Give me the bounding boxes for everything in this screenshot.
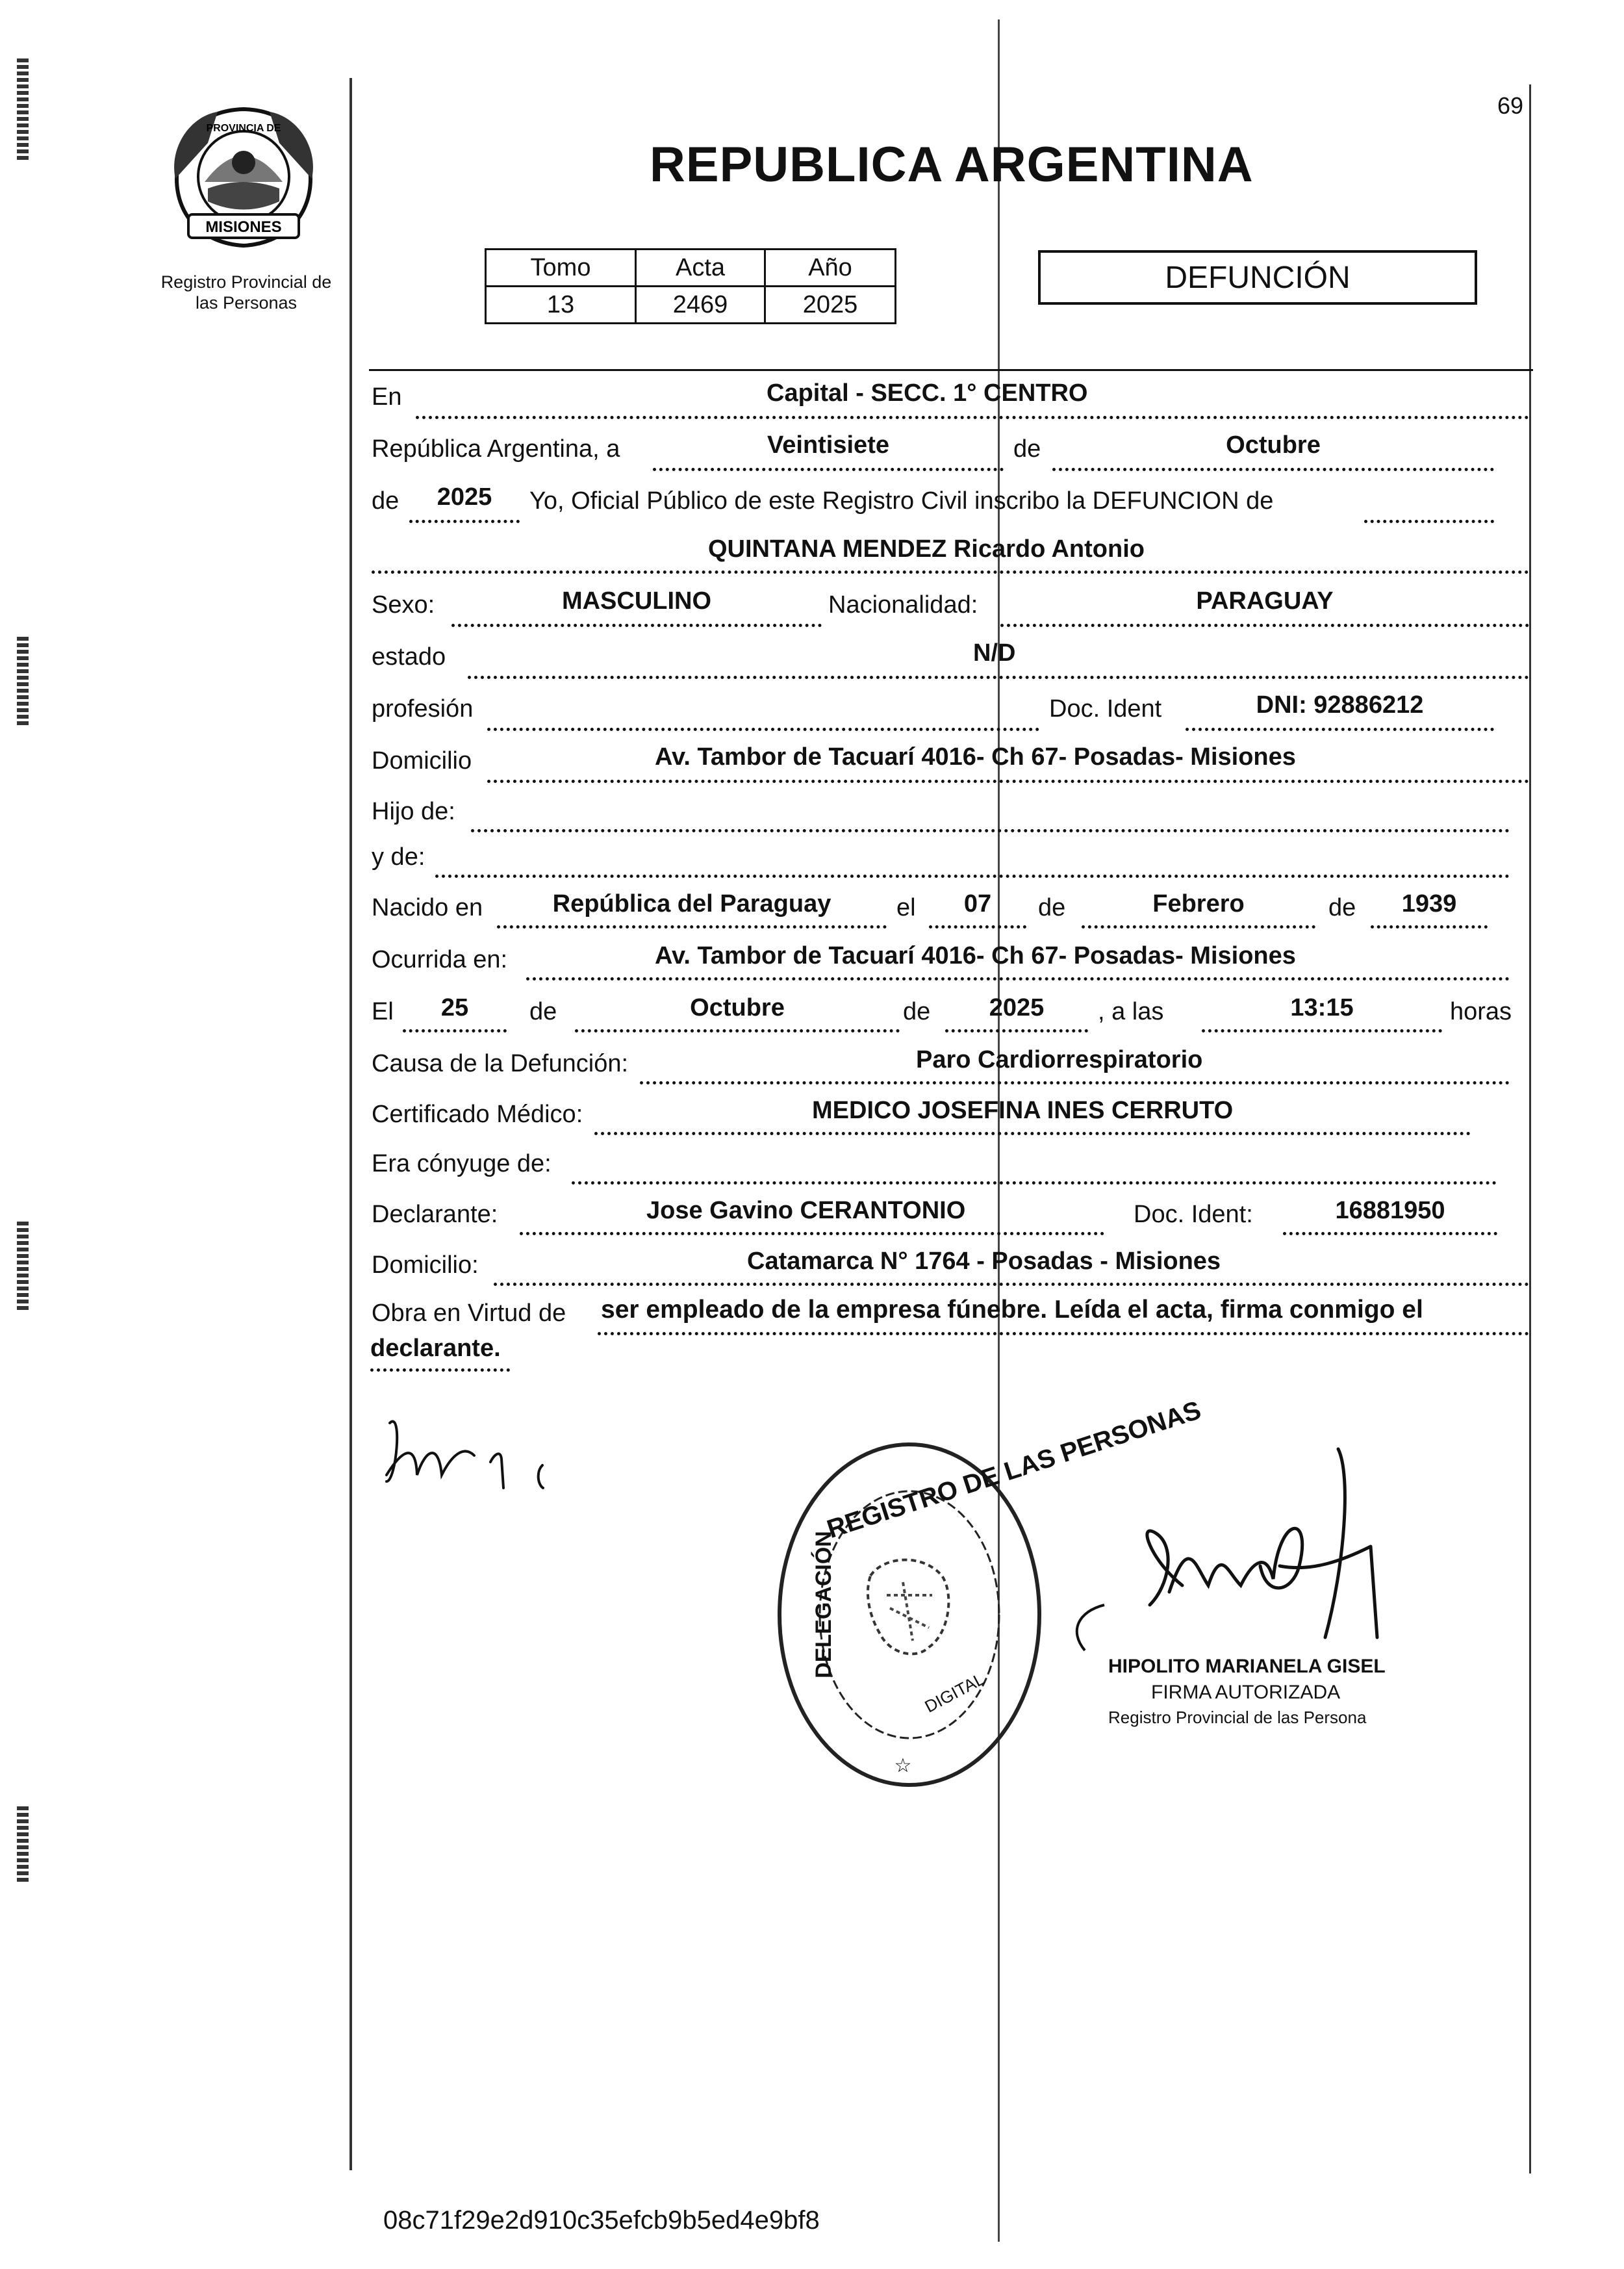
dia-value: Veintisiete: [767, 431, 889, 459]
obra-line2-dotted: [370, 1368, 510, 1372]
nac-dia-dotted-line: [929, 925, 1026, 929]
en-dotted-line: [416, 416, 1529, 419]
left-border-line: [349, 78, 352, 2170]
logo-caption-line1: Registro Provincial de: [160, 272, 332, 292]
acta-value: 2469: [636, 287, 765, 324]
act-table-value-row: [486, 287, 896, 324]
ocurrida-label: Ocurrida en:: [372, 946, 508, 973]
horas-label: horas: [1450, 998, 1512, 1025]
nombre-dotted-line: [372, 570, 1529, 574]
ocurrida-dotted-line: [526, 977, 1510, 981]
decl-dom-label: Domicilio:: [372, 1251, 479, 1279]
nac-anio-value: 1939: [1401, 890, 1457, 917]
nacido-value: República del Paraguay: [552, 890, 831, 917]
decl-doc-label: Doc. Ident:: [1134, 1201, 1253, 1228]
yde-label: y de:: [372, 843, 425, 871]
lugar-value: Capital - SECC. 1° CENTRO: [767, 379, 1088, 407]
causa-dotted-line: [640, 1081, 1510, 1084]
act-reference-table: [485, 248, 896, 324]
declarante-label: Declarante:: [372, 1201, 498, 1228]
obra-label: Obra en Virtud de: [372, 1300, 566, 1327]
conyuge-label: Era cónyuge de:: [372, 1150, 552, 1177]
declarant-handwritten-signature: [377, 1404, 572, 1501]
certificado-label: Certificado Médico:: [372, 1101, 583, 1128]
hora-value: 13:15: [1290, 994, 1354, 1021]
nac-dia-value: 07: [963, 890, 992, 917]
tomo-value: 13: [486, 287, 636, 324]
certificado-dotted-line: [594, 1132, 1471, 1135]
nacionalidad-dotted-line: [1000, 624, 1529, 627]
sexo-dotted-line: [451, 624, 822, 627]
decl-doc-value: 16881950: [1335, 1197, 1445, 1224]
de-label: de: [1013, 435, 1041, 463]
obra-value-line2: declarante.: [370, 1335, 501, 1362]
svg-text:MISIONES: MISIONES: [205, 218, 282, 236]
fecha-dia-value: 25: [440, 994, 469, 1021]
alas-label: , a las: [1098, 998, 1164, 1025]
profesion-label: profesión: [372, 695, 474, 723]
anio-prefix-label: de: [372, 487, 400, 515]
anio-value: 2025: [437, 483, 492, 511]
doc-ident-label: Doc. Ident: [1049, 695, 1162, 723]
scan-artifact: [17, 58, 29, 162]
mes-value: Octubre: [1226, 431, 1321, 459]
obra-dotted-line: [598, 1332, 1529, 1335]
hijo-dotted-line: [471, 829, 1510, 832]
scan-artifact: [17, 1806, 29, 1884]
estado-label: estado: [372, 643, 446, 671]
causa-label: Causa de la Defunción:: [372, 1050, 629, 1077]
act-table-header-row: [486, 250, 896, 287]
ocurrida-value: Av. Tambor de Tacuarí 4016- Ch 67- Posadas- Misiones: [655, 942, 1296, 969]
dia-dotted-line: [653, 468, 1004, 471]
nac-anio-dotted-line: [1371, 925, 1488, 929]
oficial-text: Yo, Oficial Público de este Registro Civil inscribo la DEFUNCION de: [529, 487, 1274, 515]
certificado-value: MEDICO JOSEFINA INES CERRUTO: [812, 1097, 1234, 1124]
logo-caption: [146, 272, 347, 313]
decl-dom-dotted-line: [494, 1283, 1529, 1286]
fecha-de2-label: de: [903, 998, 931, 1025]
hora-dotted-line: [1202, 1029, 1442, 1032]
document-type-box: [1038, 250, 1477, 305]
nac-de2-label: de: [1328, 894, 1356, 921]
estado-dotted-line: [468, 676, 1529, 679]
document-type-label: DEFUNCIÓN: [1165, 260, 1351, 295]
decl-doc-dotted-line: [1283, 1232, 1497, 1235]
nac-de1-label: de: [1038, 894, 1066, 921]
right-border-line: [1529, 84, 1531, 2173]
fold-line: [998, 19, 1000, 2242]
conyuge-dotted-line: [572, 1181, 1497, 1185]
fecha-el-label: El: [372, 998, 394, 1025]
nombre-value: QUINTANA MENDEZ Ricardo Antonio: [708, 535, 1145, 563]
mes-dotted-line: [1052, 468, 1494, 471]
profesion-dotted-line: [487, 728, 1039, 731]
fecha-mes-value: Octubre: [690, 994, 785, 1021]
fecha-anio-dotted-line: [945, 1029, 1088, 1032]
seal-inner-text: DIGITAL: [921, 1669, 988, 1717]
domicilio-label: Domicilio: [372, 747, 472, 775]
logo-caption-line2: las Personas: [195, 293, 298, 313]
el-label: el: [896, 894, 916, 921]
svg-text:PROVINCIA DE: PROVINCIA DE: [206, 123, 281, 134]
sexo-value: MASCULINO: [561, 587, 712, 615]
fecha-dia-dotted-line: [403, 1029, 507, 1032]
fecha-anio-value: 2025: [989, 994, 1045, 1021]
anio-dotted-line: [409, 520, 520, 523]
doc-ident-value: DNI: 92886212: [1256, 691, 1424, 719]
yde-dotted-line: [435, 875, 1510, 878]
declarante-value: Jose Gavino CERANTONIO: [646, 1197, 966, 1224]
nacido-label: Nacido en: [372, 894, 483, 921]
anio-header: Año: [765, 250, 896, 287]
fecha-mes-dotted-line: [575, 1029, 900, 1032]
acta-header: Acta: [636, 250, 765, 287]
decl-dom-value: Catamarca N° 1764 - Posadas - Misiones: [747, 1248, 1221, 1275]
doc-ident-dotted-line: [1186, 728, 1494, 731]
misiones-coat-of-arms-logo: [162, 104, 325, 253]
page-number: 69: [1497, 92, 1524, 119]
scan-artifact: [17, 637, 29, 728]
nacido-dotted-line: [497, 925, 887, 929]
republica-label: República Argentina, a: [372, 435, 620, 463]
nac-mes-value: Febrero: [1152, 890, 1245, 917]
row-separator: [369, 369, 1533, 371]
declarante-dotted-line: [520, 1232, 1104, 1235]
page-title: REPUBLICA ARGENTINA: [650, 137, 1254, 192]
hijo-label: Hijo de:: [372, 798, 455, 825]
causa-value: Paro Cardiorrespiratorio: [916, 1046, 1203, 1073]
anio-value: 2025: [765, 287, 896, 324]
domicilio-value: Av. Tambor de Tacuarí 4016- Ch 67- Posadas- Misiones: [655, 743, 1296, 771]
stamp-org: Registro Provincial de las Persona: [1108, 1708, 1367, 1727]
scan-artifact: [17, 1222, 29, 1313]
seal-left-text: DELEGACIÓN: [811, 1531, 836, 1678]
nac-mes-dotted-line: [1082, 925, 1315, 929]
oficial-dotted-line: [1364, 520, 1494, 523]
obra-value: ser empleado de la empresa fúnebre. Leída el acta, firma conmigo el: [601, 1296, 1423, 1324]
stamp-name: HIPOLITO MARIANELA GISEL: [1108, 1656, 1386, 1677]
sexo-label: Sexo:: [372, 591, 435, 619]
nacionalidad-value: PARAGUAY: [1196, 587, 1334, 615]
svg-text:☆: ☆: [894, 1754, 912, 1777]
stamp-role: FIRMA AUTORIZADA: [1151, 1682, 1341, 1703]
estado-value: N/D: [973, 639, 1016, 667]
document-hash: 08c71f29e2d910c35efcb9b5ed4e9bf8: [383, 2206, 820, 2235]
domicilio-dotted-line: [487, 780, 1529, 783]
fecha-de1-label: de: [529, 998, 557, 1025]
en-label: En: [372, 383, 402, 411]
seal-outer-text: REGISTRO DE LAS PERSONAS: [823, 1396, 1205, 1545]
tomo-header: Tomo: [486, 250, 636, 287]
nacionalidad-label: Nacionalidad:: [828, 591, 978, 619]
